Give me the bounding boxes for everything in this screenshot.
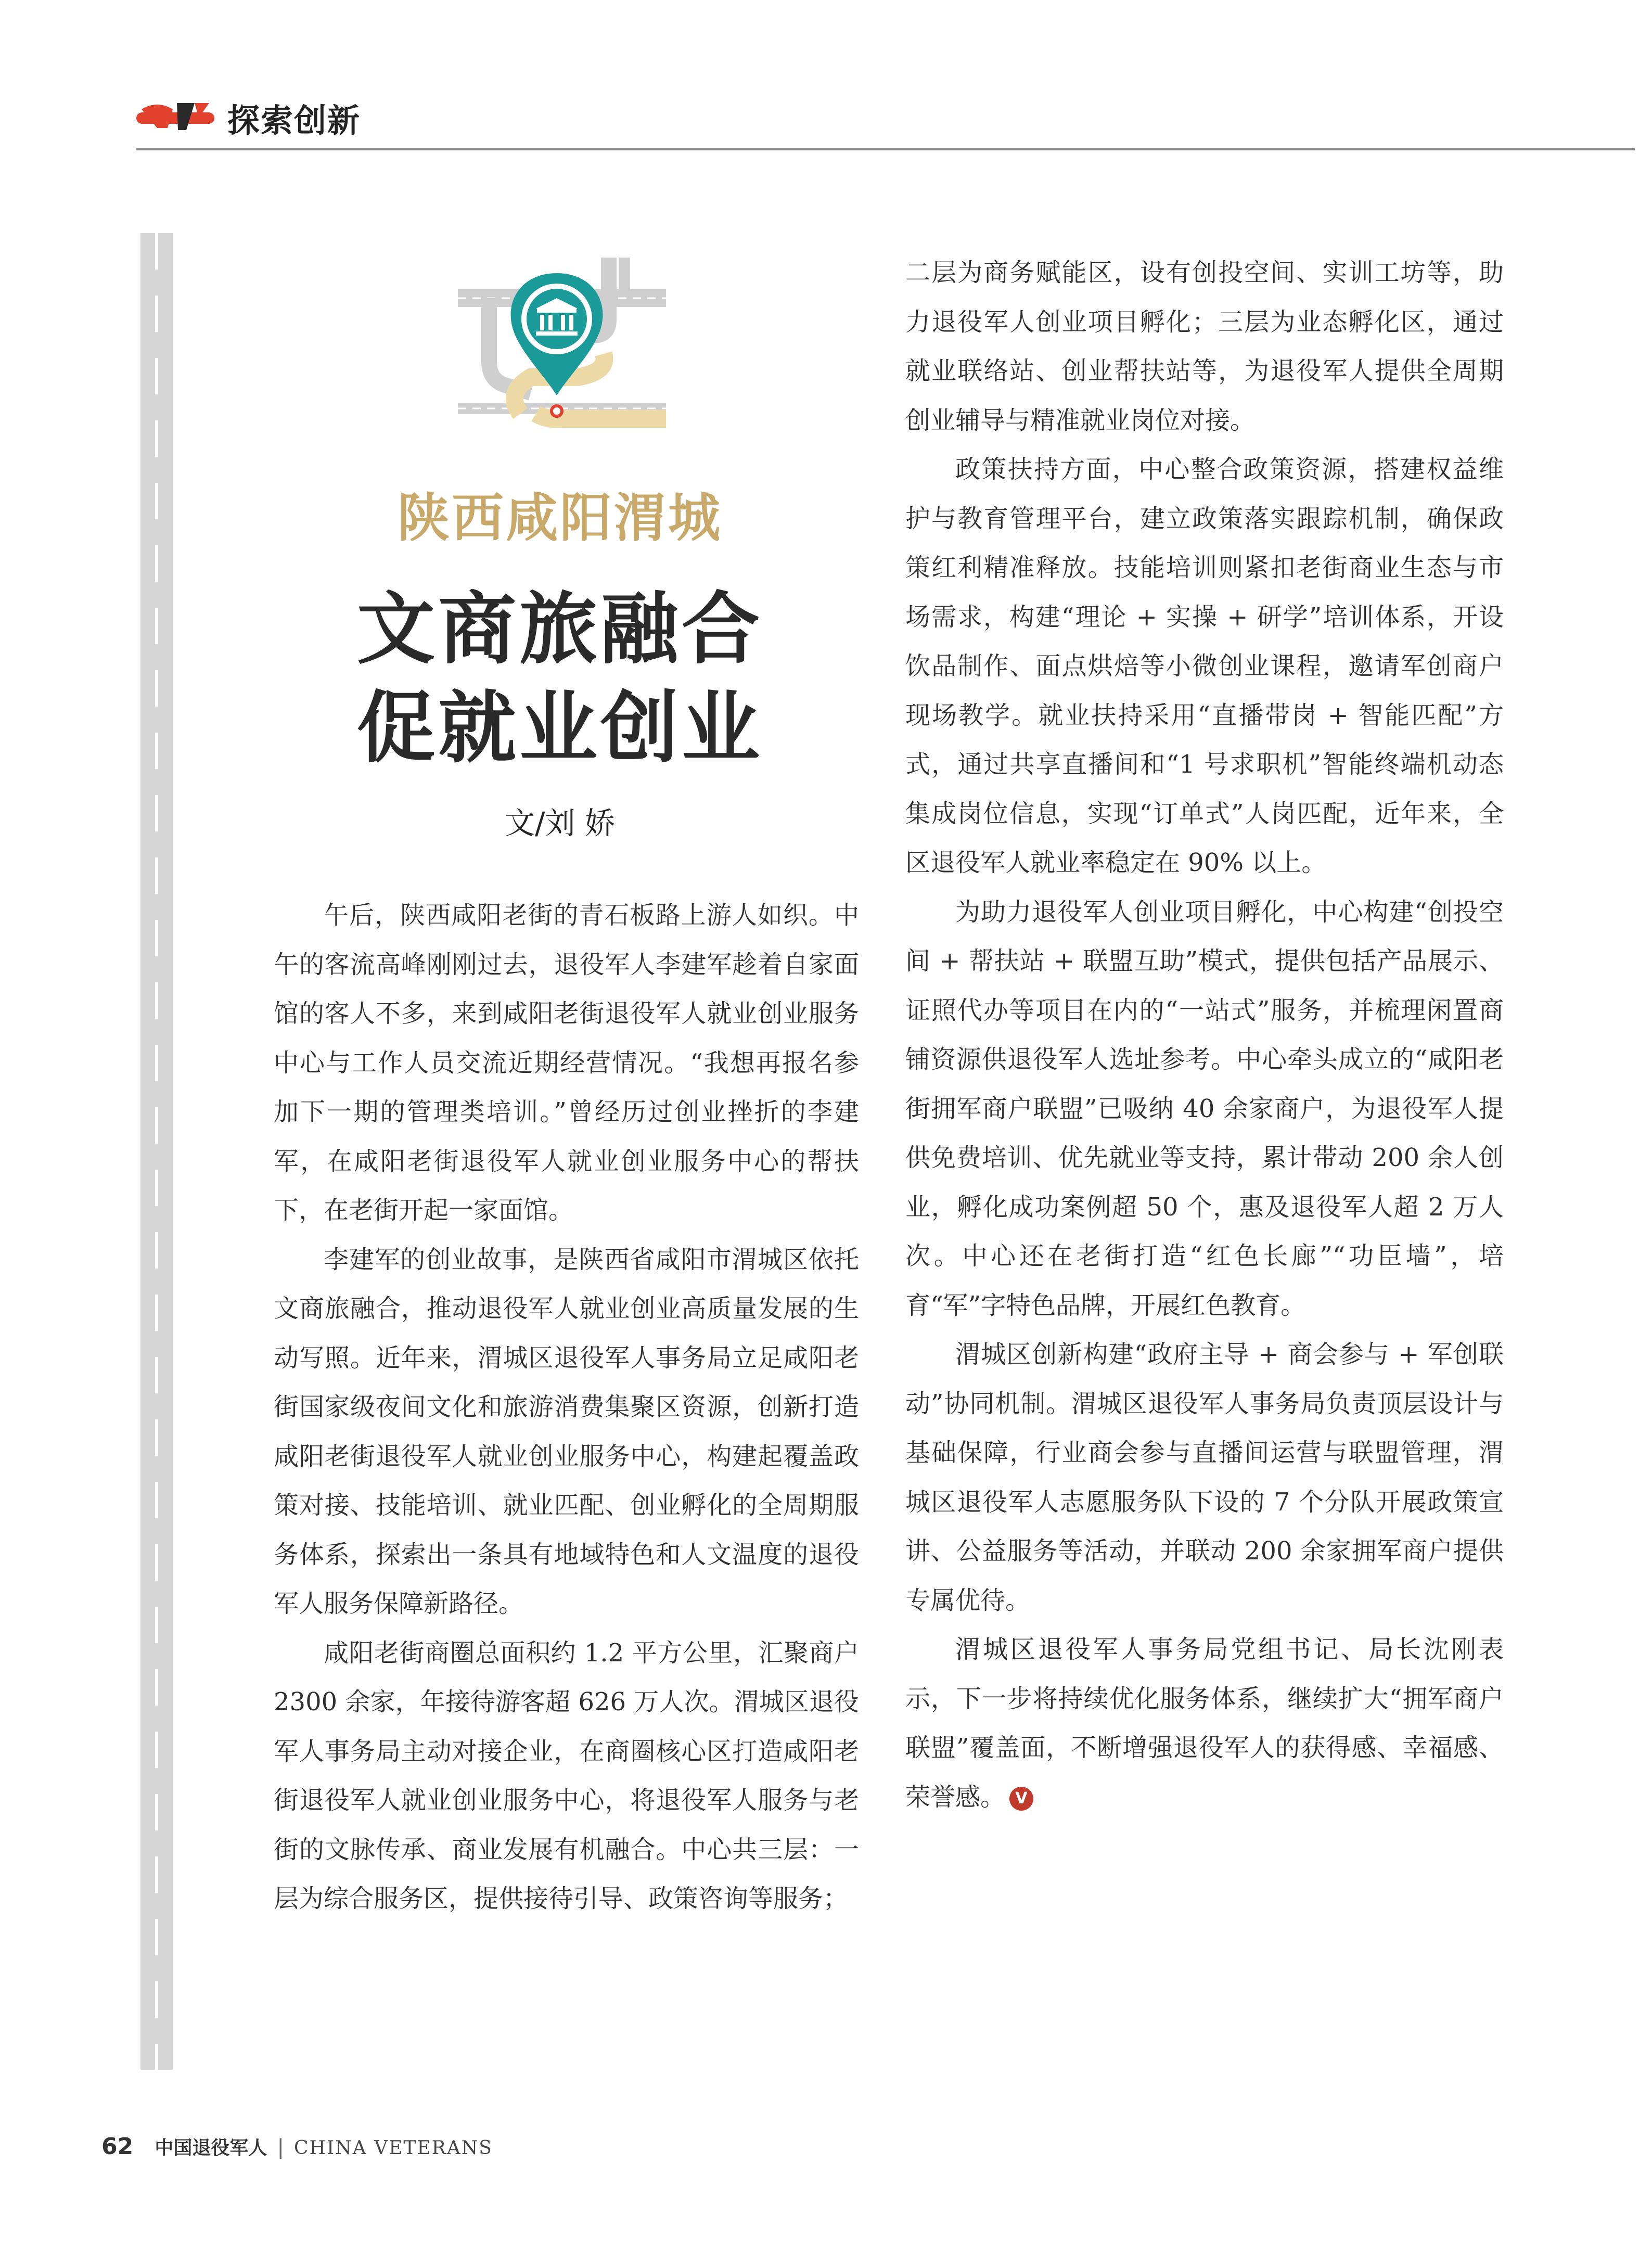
section-title: 探索创新 [227, 101, 361, 139]
article-paragraph-continued: 二层为商务赋能区，设有创投空间、实训工坊等，助力退役军人创业项目孵化；三层为业态孵化区，通过就业联络站、创业帮扶站等，为退役军人提供全周期创业辅导与精准就业岗位对接。 [905, 258, 1504, 435]
article-paragraph: 政策扶持方面，中心整合政策资源，搭建权益维护与教育管理平台，建立政策落实跟踪机制，确保政策红利精准释放。技能培训则紧扣老街商业生态与市场需求，构建“理论 + 实操 + 研学”培训体系，开设饮品制作、面点烘焙等小微创业课程，邀请军创商户现场教学。就业扶持采用“直播带岗 + 智能匹配”方式，通过共享直播间和“1 号求职机”智能终端机动态集成岗位信息，实现“订单式”人岗匹配，近年来，全区退役军人就业率稳定在 90% 以上。 [905, 455, 1504, 877]
road-dash-line [155, 233, 158, 2070]
article-paragraph: 渭城区创新构建“政府主导 + 商会参与 + 军创联动”协同机制。渭城区退役军人事务局负责顶层设计与基础保障，行业商会参与直播间运营与联盟管理，渭城区退役军人志愿服务队下设的 7 个分队开展政策宣讲、公益服务等活动，并联动 200 余家拥军商户提供专属优待。 [905, 1340, 1504, 1615]
end-of-article-icon: V [1009, 1787, 1033, 1811]
page-number: 62 [101, 2133, 134, 2160]
article-byline: 文/刘 娇 [505, 805, 615, 841]
footer-separator: | [277, 2135, 284, 2159]
magazine-name-en: CHINA VETERANS [294, 2137, 493, 2159]
article-paragraph: 为助力退役军人创业项目孵化，中心构建“创投空间 + 帮扶站 + 联盟互助”模式，提供包括产品展示、证照代办等项目在内的“一站式”服务，并梳理闲置商铺资源供退役军人选址参考。中心牵头成立的“咸阳老街拥军商户联盟”已吸纳 40 余家商户，为退役军人提供免费培训、优先就业等支持，累计带动 200 余人创业，孵化成功案例超 50 个，惠及退役军人超 2 万人次。中心还在老街打造“红色长廊”“功臣墙”，培育“军”字特色品牌，开展红色教育。 [905, 897, 1504, 1320]
v-logo-icon [136, 94, 214, 140]
article-column-left [274, 891, 859, 1924]
map-pin-building-icon [458, 258, 666, 434]
article-paragraph-final [905, 1625, 1504, 1822]
article-paragraph: 咸阳老街商圈总面积约 1.2 平方公里，汇聚商户 2300 余家，年接待游客超 626 万人次。渭城区退役军人事务局主动对接企业，在商圈核心区打造咸阳老街退役军人就业创业服务中心，将退役军人服务与老街的文脉传承、商业发展有机融合。中心共三层：一层为综合服务区，提供接待引导、政策咨询等服务； [274, 1638, 859, 1913]
article-paragraph: 午后，陕西咸阳老街的青石板路上游人如织。中午的客流高峰刚刚过去，退役军人李建军趁着自家面馆的客人不多，来到咸阳老街退役军人就业创业服务中心与工作人员交流近期经营情况。“我想再报名参加下一期的管理类培训。”曾经历过创业挫折的李建军，在咸阳老街退役军人就业创业服务中心的帮扶下，在老街开起一家面馆。 [274, 901, 859, 1225]
headline-line-2: 促就业创业 [356, 683, 763, 774]
article-column-right [905, 248, 1504, 1822]
page-footer [101, 2133, 493, 2164]
section-header [136, 83, 1635, 151]
magazine-name-cn: 中国退役军人 [155, 2137, 267, 2159]
article-paragraph: 李建军的创业故事，是陕西省咸阳市渭城区依托文商旅融合，推动退役军人就业创业高质量发展的生动写照。近年来，渭城区退役军人事务局立足咸阳老街国家级夜间文化和旅游消费集聚区资源，创新打造咸阳老街退役军人就业创业服务中心，构建起覆盖政策对接、技能培训、就业匹配、创业孵化的全周期服务体系，探索出一条具有地域特色和人文温度的退役军人服务保障新路径。 [274, 1245, 859, 1618]
decorative-road-strip [140, 233, 173, 2070]
article-location: 陕西咸阳渭城 [398, 488, 722, 548]
final-paragraph-text: 渭城区退役军人事务局党组书记、局长沈刚表示，下一步将持续优化服务体系，继续扩大“拥军商户联盟”覆盖面，不断增强退役军人的获得感、幸福感、荣誉感。 [905, 1635, 1504, 1812]
headline-line-1: 文商旅融合 [356, 584, 763, 675]
article-headline [274, 580, 846, 778]
header-divider [136, 148, 1635, 150]
